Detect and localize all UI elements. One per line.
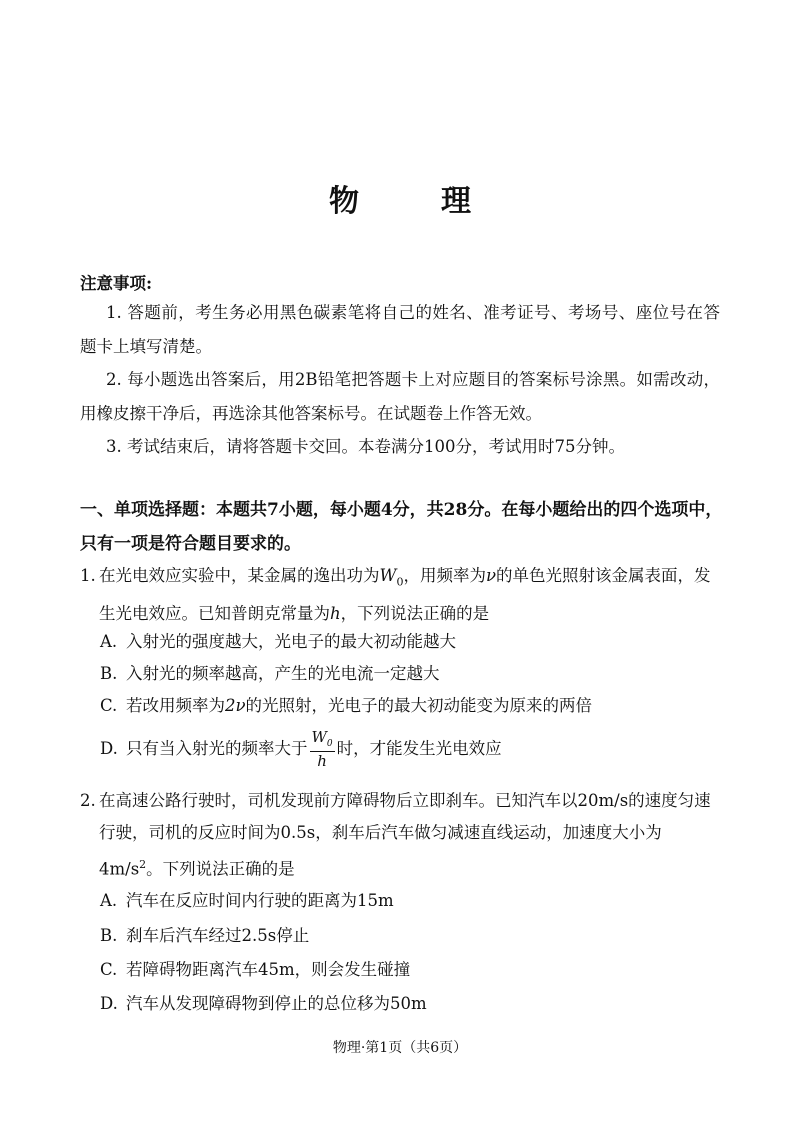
section-heading: 一、单项选择题：本题共7小题，每小题4分，共28分。在每小题给出的四个选项中，只有一项是符合题目要求的。 [80, 500, 723, 554]
q2-option-b: B. 刹车后汽车经过2.5s停止 [100, 926, 310, 945]
notes-heading: 注意事项: [80, 274, 153, 293]
question-stem: 在光电效应实验中，某金属的逸出功为$W_0$，用频率为ν的单色光照射该金属表面，发生光电效应。已知普朗克常量为h，下列说法正确的是 [99, 566, 711, 624]
note-item-1: 1. 答题前，考生务必用黑色碳素笔将自己的姓名、准考证号、考场号、座位号在答题卡上填写清楚。 [80, 303, 720, 356]
q1-option-b: B. 入射光的频率越高，产生的光电流一定越大 [100, 664, 440, 683]
q1-option-a: A. 入射光的强度越大，光电子的最大初动能越大 [100, 632, 456, 651]
page-title: 物 理 [329, 184, 497, 219]
question-number: 2. [80, 791, 96, 810]
fraction-w0-over-h: $\frac{W_0}{h}$ [311, 728, 333, 770]
page-footer: 物理·第1页（共6页） [332, 1040, 468, 1056]
q1-option-d: D. 只有当入射光的频率大于 $\frac{W_0}{h}$ 时，才能发生光电效应 [100, 728, 502, 770]
note-item-3: 3. 考试结束后，请将答题卡交回。本卷满分100分，考试用时75分钟。 [106, 437, 625, 456]
question-number: 1. [80, 566, 96, 585]
question-stem: 在高速公路行驶时，司机发现前方障碍物后立即刹车。已知汽车以20m/s的速度匀速行驶，司机的反应时间为0.5s，刹车后汽车做匀减速直线运动，加速度大小为$4m/s^2$。下列说法正确的是 [99, 791, 711, 879]
q2-option-a: A. 汽车在反应时间内行驶的距离为15m [100, 891, 394, 910]
note-item-2: 2. 每小题选出答案后，用2B铅笔把答题卡上对应题目的答案标号涂黑。如需改动，用橡皮擦干净后，再选涂其他答案标号。在试题卷上作答无效。 [80, 370, 720, 423]
question-2 [80, 785, 725, 886]
question-1 [80, 560, 725, 630]
q2-option-d: D. 汽车从发现障碍物到停止的总位移为50m [100, 994, 427, 1013]
q1-option-c: C. 若改用频率为2ν的光照射，光电子的最大初动能变为原来的两倍 [100, 696, 593, 715]
q2-option-c: C. 若障碍物距离汽车45m，则会发生碰撞 [100, 960, 411, 979]
